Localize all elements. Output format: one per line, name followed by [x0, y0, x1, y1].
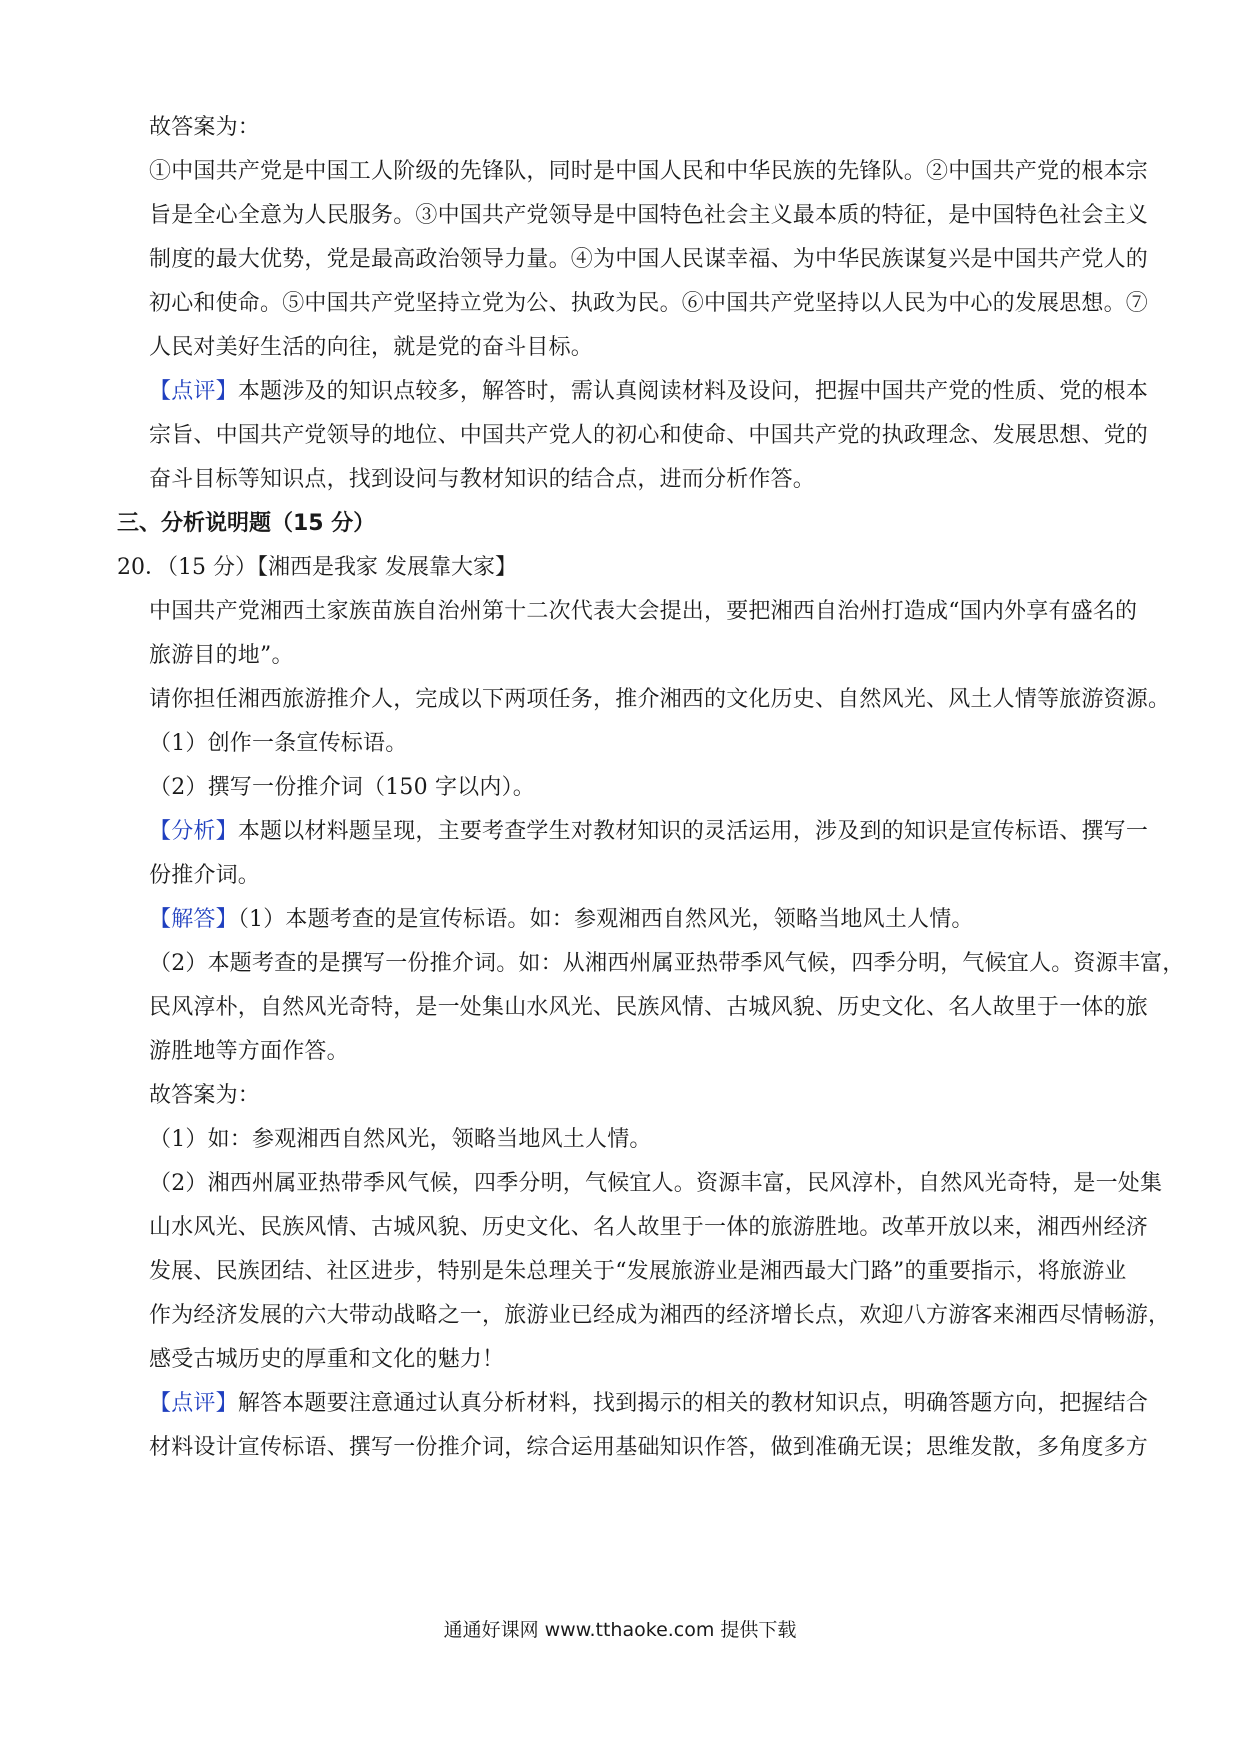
solution-paragraph	[149, 905, 1129, 935]
answer-line: （2）湘西州属亚热带季风气候，四季分明，气候宜人。资源丰富，民风淳朴，自然风光奇特，是一处集	[149, 1171, 1163, 1196]
comment-line: 材料设计宣传标语、撰写一份推介词，综合运用基础知识作答，做到准确无误；思维发散，多角度多方	[149, 1435, 1149, 1460]
answer-line: 旨是全心全意为人民服务。③中国共产党领导是中国特色社会主义最本质的特征，是中国特色社会主义	[149, 203, 1149, 228]
answer-line: 发展、民族团结、社区进步，特别是朱总理关于“发展旅游业是湘西最大门路”的重要指示，将旅游业	[149, 1259, 1127, 1284]
answer-intro: 故答案为：	[149, 1083, 261, 1108]
comment-line: 解答本题要注意通过认真分析材料，找到揭示的相关的教材知识点，明确答题方向，把握结合	[237, 1391, 1149, 1416]
answer-line: 山水风光、民族风情、古城风貌、历史文化、名人故里于一体的旅游胜地。改革开放以来，湘西州经济	[149, 1215, 1149, 1240]
comment-tag: 【点评】	[149, 379, 238, 404]
answer-line: 制度的最大优势，党是最高政治领导力量。④为中国人民谋幸福、为中华民族谋复兴是中国共产党人的	[149, 247, 1149, 272]
material-line: 请你担任湘西旅游推介人，完成以下两项任务，推介湘西的文化历史、自然风光、风土人情等旅游资源。	[149, 687, 1171, 712]
answer-line: 初心和使命。⑤中国共产党坚持立党为公、执政为民。⑥中国共产党坚持以人民为中心的发展思想。⑦	[149, 291, 1149, 316]
solution-line: 民风淳朴，自然风光奇特，是一处集山水风光、民族风情、古城风貌、历史文化、名人故里于一体的旅	[149, 995, 1149, 1020]
page-footer: 通通好课网 www.tthaoke.com 提供下载	[443, 1619, 797, 1641]
answer-line: 人民对美好生活的向往，就是党的奋斗目标。	[149, 335, 594, 360]
comment-tag: 【点评】	[149, 1391, 238, 1416]
solution-tag: 【解答】	[149, 907, 238, 932]
comment-paragraph	[149, 1389, 1149, 1419]
material-line: 旅游目的地”。	[149, 643, 294, 668]
answer-line: 作为经济发展的六大带动战略之一，旅游业已经成为湘西的经济增长点，欢迎八方游客来湘西尽情畅游，	[149, 1303, 1171, 1328]
analysis-paragraph	[149, 817, 1149, 847]
task-line: （2）撰写一份推介词（150 字以内）。	[149, 775, 535, 800]
analysis-line: 份推介词。	[149, 863, 261, 888]
answer-intro: 故答案为：	[149, 115, 261, 140]
comment-line: 本题涉及的知识点较多，解答时，需认真阅读材料及设问，把握中国共产党的性质、党的根本	[237, 379, 1149, 404]
comment-line: 宗旨、中国共产党领导的地位、中国共产党人的初心和使命、中国共产党的执政理念、发展思想、党的	[149, 423, 1149, 448]
solution-line: （2）本题考查的是撰写一份推介词。如：从湘西州属亚热带季风气候，四季分明，气候宜人。资源丰富，	[149, 951, 1185, 976]
solution-line: （1）本题考查的是宣传标语。如：参观湘西自然风光，领略当地风土人情。	[237, 907, 974, 932]
analysis-line: 本题以材料题呈现，主要考查学生对教材知识的灵活运用，涉及到的知识是宣传标语、撰写一	[237, 819, 1149, 844]
material-line: 中国共产党湘西土家族苗族自治州第十二次代表大会提出，要把湘西自治州打造成“国内外享有盛名的	[149, 599, 1138, 624]
answer-line: ①中国共产党是中国工人阶级的先锋队，同时是中国人民和中华民族的先锋队。②中国共产党的根本宗	[149, 159, 1149, 184]
task-line: （1）创作一条宣传标语。	[149, 731, 408, 756]
solution-line: 游胜地等方面作答。	[149, 1039, 349, 1064]
answer-line: 感受古城历史的厚重和文化的魅力！	[149, 1347, 505, 1372]
question-number: 20．（15 分）【湘西是我家 发展靠大家】	[117, 555, 517, 580]
analysis-tag: 【分析】	[149, 819, 238, 844]
comment-paragraph	[149, 377, 1149, 407]
section-heading: 三、分析说明题（15 分）	[117, 511, 376, 536]
answer-line: （1）如：参观湘西自然风光，领略当地风土人情。	[149, 1127, 652, 1152]
comment-line: 奋斗目标等知识点，找到设问与教材知识的结合点，进而分析作答。	[149, 467, 816, 492]
